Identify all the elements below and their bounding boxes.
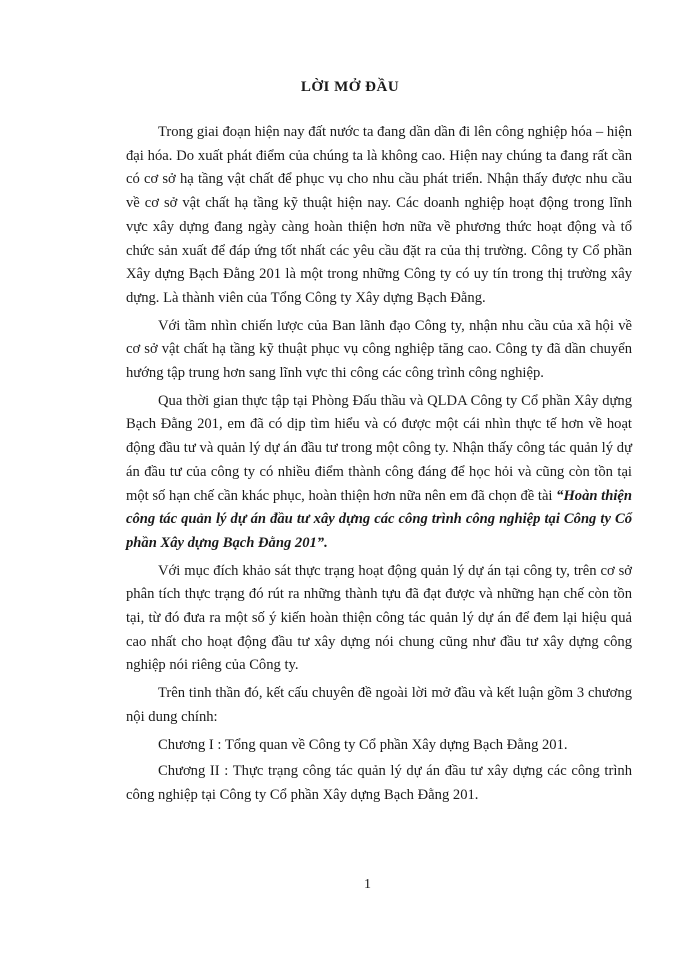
paragraph-structure: Trên tinh thần đó, kết cấu chuyên đề ngoài lời mở đầu và kết luận gồm 3 chương nội dung chính:: [126, 685, 632, 725]
paragraph-vision: Với tầm nhìn chiến lược của Ban lãnh đạo Công ty, nhận nhu cầu của xã hội về cơ sở vật chất hạ tầng kỹ thuật phục vụ công nghiệp tăng cao. Công ty đã dần chuyển hướng tập trung hơn sang lĩnh vực thi công các công trình công nghiệp.: [126, 317, 632, 382]
paragraph-intro: Trong giai đoạn hiện nay đất nước ta đang dần dần đi lên công nghiệp hóa – hiện đại hóa. Do xuất phát điểm của chúng ta là không cao. Hiện nay chúng ta đang rất cần có cơ sở hạ tầng vật chất để phục vụ cho nhu cầu phát triển. Nhận thấy được nhu cầu về cơ sở vật chất hạ tầng kỹ thuật hiện nay. Các doanh nghiệp hoạt động trong lĩnh vực xây dựng đang ngày càng hoàn thiện hơn nữa về phương thức hoạt động và tổ chức sản xuất để đáp ứng tốt nhất các yêu cầu đặt ra của thị trường. Công ty Cổ phần Xây dựng Bạch Đằng 201 là một trong những Công ty có uy tín trong thị trường xây dựng. Là thành viên của Tổng Công ty Xây dựng Bạch Đằng.: [126, 124, 632, 306]
chapter-one-item: Chương I : Tổng quan về Công ty Cổ phần Xây dựng Bạch Đằng 201.: [158, 736, 568, 753]
page-title: LỜI MỞ ĐẦU: [300, 79, 400, 95]
page-number: 1: [364, 877, 371, 892]
paragraph-purpose: Với mục đích khảo sát thực trạng hoạt động quản lý dự án tại công ty, trên cơ sở phân tích thực trạng đó rút ra những thành tựu đã đạt được và những hạn chế còn tồn tại, từ đó đưa ra một số ý kiến hoàn thiện công tác quản lý dự án để đem lại hiệu quả cao nhất cho hoạt động đầu tư xây dựng nói chung cũng như đầu tư xây dựng công nghiệp nói riêng của Công ty.: [126, 562, 632, 674]
internship-text: Qua thời gian thực tập tại Phòng Đấu thầu và QLDA Công ty Cổ phần Xây dựng Bạch Đằng 201, em đã có dịp tìm hiểu và có được một cái nhìn thực tế hơn về hoạt động đầu tư và quản lý dự án đầu tư trong một công ty. Nhận thấy công tác quản lý dự án đầu tư của công ty có nhiều điểm thành công đáng để học hỏi và cũng còn tồn tại một số hạn chế cần khác phục, hoàn thiện hơn nữa nên em đã chọn đề tài: [126, 392, 632, 504]
document-body: [126, 121, 632, 812]
thesis-topic: “Hoàn thiện công tác quản lý dự án đầu tư xây dựng các công trình công nghiệp tại Công ty Cổ phần Xây dựng Bạch Đằng 201”.: [126, 487, 633, 551]
chapter-two-item: Chương II : Thực trạng công tác quản lý dự án đầu tư xây dựng các công trình công nghiệp tại Công ty Cổ phần Xây dựng Bạch Đằng 201.: [126, 763, 632, 803]
paragraph-internship: [126, 390, 632, 556]
